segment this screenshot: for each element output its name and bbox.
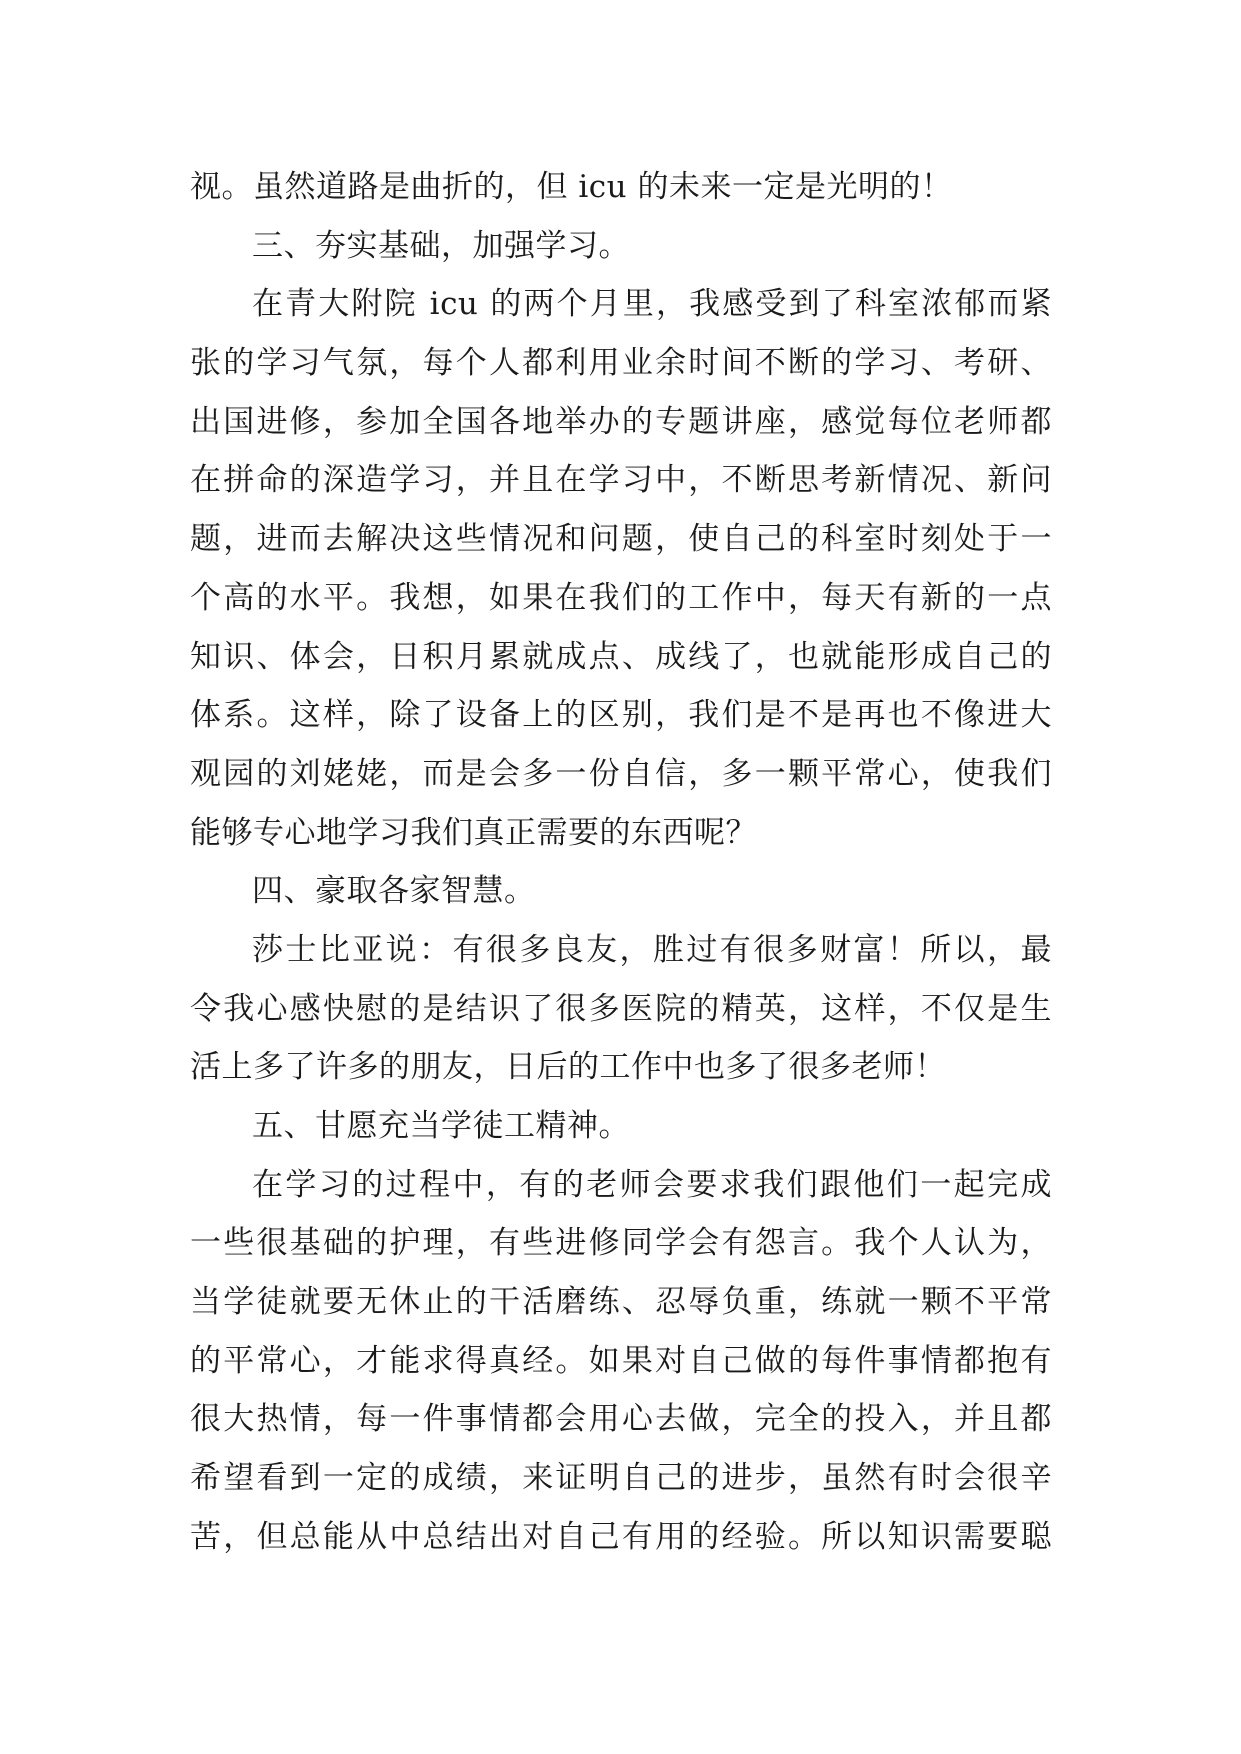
text-line: 在青大附院 icu 的两个月里，我感受到了科室浓郁而紧 (252, 286, 1052, 323)
text-line: 很大热情，每一件事情都会用心去做，完全的投入，并且都 (190, 1401, 1052, 1438)
text-line: 体系。这样，除了设备上的区别，我们是不是再也不像进大 (190, 697, 1052, 734)
section-heading-3: 三、夯实基础，加强学习。 (252, 227, 630, 264)
text-line: 莎士比亚说：有很多良友，胜过有很多财富！所以，最 (252, 931, 1052, 968)
text-line: 视。虽然道路是曲折的，但 icu 的未来一定是光明的！ (190, 169, 953, 205)
text-line: 观园的刘姥姥，而是会多一份自信，多一颗平常心，使我们 (190, 755, 1052, 792)
text-line: 苦，但总能从中总结出对自己有用的经验。所以知识需要聪 (190, 1518, 1052, 1555)
text-line: 当学徒就要无休止的干活磨练、忍辱负重，练就一颗不平常 (190, 1284, 1052, 1321)
text-line: 出国进修，参加全国各地举办的专题讲座，感觉每位老师都 (190, 403, 1052, 440)
text-line: 题，进而去解决这些情况和问题，使自己的科室时刻处于一 (190, 521, 1052, 558)
text-line: 个高的水平。我想，如果在我们的工作中，每天有新的一点 (190, 579, 1052, 616)
document-body (190, 158, 1052, 1567)
section-heading-5: 五、甘愿充当学徒工精神。 (252, 1108, 630, 1144)
section-heading-4: 四、豪取各家智慧。 (252, 873, 536, 910)
text-line: 活上多了许多的朋友，日后的工作中也多了很多老师！ (190, 1049, 946, 1086)
text-line: 希望看到一定的成绩，来证明自己的进步，虽然有时会很辛 (190, 1460, 1052, 1497)
text-line: 在拼命的深造学习，并且在学习中，不断思考新情况、新问 (190, 462, 1052, 499)
text-line: 令我心感快慰的是结识了很多医院的精英，这样，不仅是生 (190, 990, 1052, 1027)
text-line: 一些很基础的护理，有些进修同学会有怨言。我个人认为， (190, 1225, 1052, 1262)
text-line: 的平常心，才能求得真经。如果对自己做的每件事情都抱有 (190, 1342, 1052, 1379)
text-line: 在学习的过程中，有的老师会要求我们跟他们一起完成 (252, 1166, 1052, 1203)
text-line: 知识、体会，日积月累就成点、成线了，也就能形成自己的 (190, 638, 1052, 675)
text-line: 张的学习气氛，每个人都利用业余时间不断的学习、考研、 (190, 345, 1052, 382)
text-line: 能够专心地学习我们真正需要的东西呢？ (190, 814, 757, 851)
